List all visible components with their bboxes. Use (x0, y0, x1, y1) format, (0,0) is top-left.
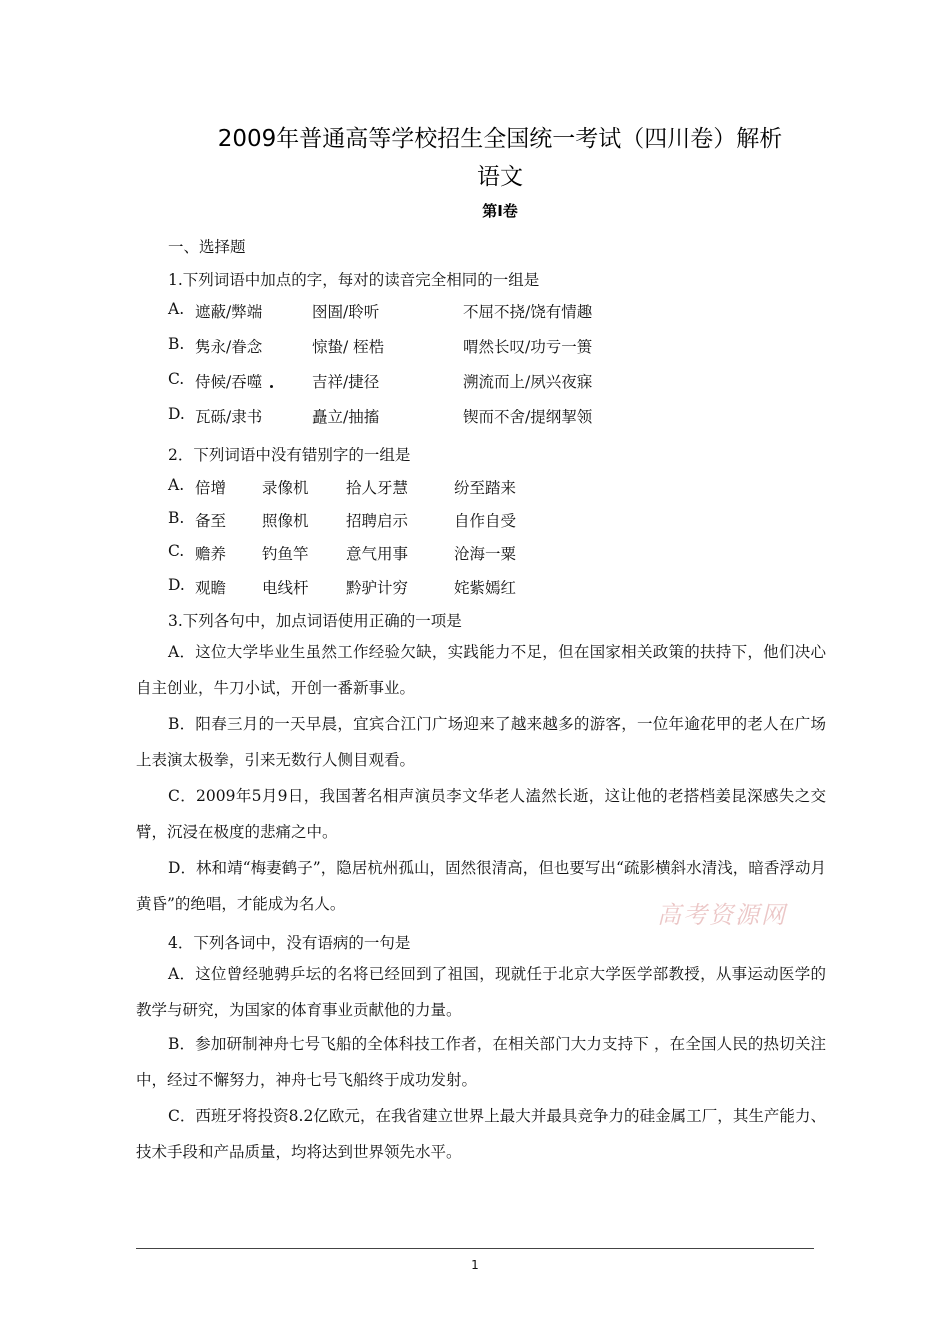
section-heading: 一、选择题 (168, 238, 246, 256)
q4-option-a: A．这位曾经驰骋乒坛的名将已经回到了祖国，现就任于北京大学医学部教授，从事运动医学的教学与研究，为国家的体育事业贡献他的力量。 (136, 965, 826, 1019)
word: 录像机 (262, 479, 309, 497)
word: 拾人牙慧 (346, 479, 409, 497)
option-letter: A. (168, 476, 185, 494)
word-pair: 侍候/吞噬 (195, 373, 263, 391)
question-4-stem: 4．下列各词中，没有语病的一句是 (168, 934, 411, 952)
option-letter: C. (168, 370, 185, 388)
word-pair: 瓦砾/隶书 (195, 408, 263, 426)
option-letter: C. (168, 542, 185, 560)
option-letter: A. (168, 300, 185, 318)
option-letter: B. (168, 335, 185, 353)
watermark: 高考资源网 (657, 901, 787, 929)
word: 照像机 (262, 512, 309, 530)
q4-option-c: C．西班牙将投资8.2亿欧元，在我省建立世界上最大并最具竞争力的硅金属工厂，其生产能力、技术手段和产品质量，均将达到世界领先水平。 (136, 1107, 826, 1161)
q4-option-b: B．参加研制神舟七号飞船的全体科技工作者，在相关部门大力支持下 ，在全国人民的热切关注中，经过不懈努力，神舟七号飞船终于成功发射。 (136, 1035, 826, 1089)
word-pair: 不屈不挠/饶有情趣 (463, 303, 593, 321)
word-pair: 囹圄/聆听 (312, 303, 380, 321)
word: 意气用事 (346, 545, 409, 563)
option-letter: D. (168, 405, 185, 423)
word: 赡养 (195, 545, 227, 563)
word: 备至 (195, 512, 227, 530)
word-pair: 惊蛰/ 桎梏 (312, 338, 385, 356)
q3-option-c: C．2009年5月9日，我国著名相声演员李文华老人溘然长逝，这让他的老搭档姜昆深感失之交臂，沉浸在极度的悲痛之中。 (136, 787, 826, 841)
volume-title: 第Ⅰ卷 (482, 202, 518, 220)
option-letter: D. (168, 576, 185, 594)
emphasis-dot (270, 385, 273, 388)
question-3-stem: 3.下列各句中，加点词语使用正确的一项是 (168, 612, 462, 630)
word: 钓鱼竿 (262, 545, 309, 563)
word-pair: 锲而不舍/提纲挈领 (463, 408, 593, 426)
word-pair: 矗立/抽搐 (312, 408, 380, 426)
word: 电线杆 (262, 579, 309, 597)
word: 黔驴计穷 (346, 579, 409, 597)
q3-option-d: D．林和靖“梅妻鹤子”，隐居杭州孤山，固然很清高，但也要写出“疏影横斜水清浅，暗香浮动月黄昏”的绝唱，才能成为名人。 (136, 859, 826, 913)
exam-title: 2009年普通高等学校招生全国统一考试（四川卷）解析 (217, 126, 783, 152)
page-number: 1 (471, 1258, 479, 1272)
q3-option-a: A．这位大学毕业生虽然工作经验欠缺，实践能力不足，但在国家相关政策的扶持下，他们决心自主创业，牛刀小试，开创一番新事业。 (136, 643, 826, 697)
word-pair: 吉祥/捷径 (312, 373, 380, 391)
word: 纷至踏来 (454, 479, 517, 497)
q3-option-b: B．阳春三月的一天早晨，宜宾合江门广场迎来了越来越多的游客，一位年逾花甲的老人在广场上表演太极拳，引来无数行人侧目观看。 (136, 715, 826, 769)
word-pair: 溯流而上/夙兴夜寐 (463, 373, 593, 391)
subject-title: 语文 (477, 164, 523, 190)
word-pair: 遮蔽/弊端 (195, 303, 263, 321)
footer-divider (136, 1248, 814, 1249)
word: 自作自受 (454, 512, 517, 530)
question-2-stem: 2．下列词语中没有错别字的一组是 (168, 446, 411, 464)
question-1-stem: 1.下列词语中加点的字，每对的读音完全相同的一组是 (168, 271, 540, 289)
word: 姹紫嫣红 (454, 579, 517, 597)
option-letter: B. (168, 509, 185, 527)
word-pair: 喟然长叹/功亏一篑 (463, 338, 593, 356)
word: 沧海一粟 (454, 545, 517, 563)
word: 招聘启示 (346, 512, 409, 530)
word-pair: 隽永/眷念 (195, 338, 263, 356)
word: 倍增 (195, 479, 227, 497)
word: 观瞻 (195, 579, 227, 597)
